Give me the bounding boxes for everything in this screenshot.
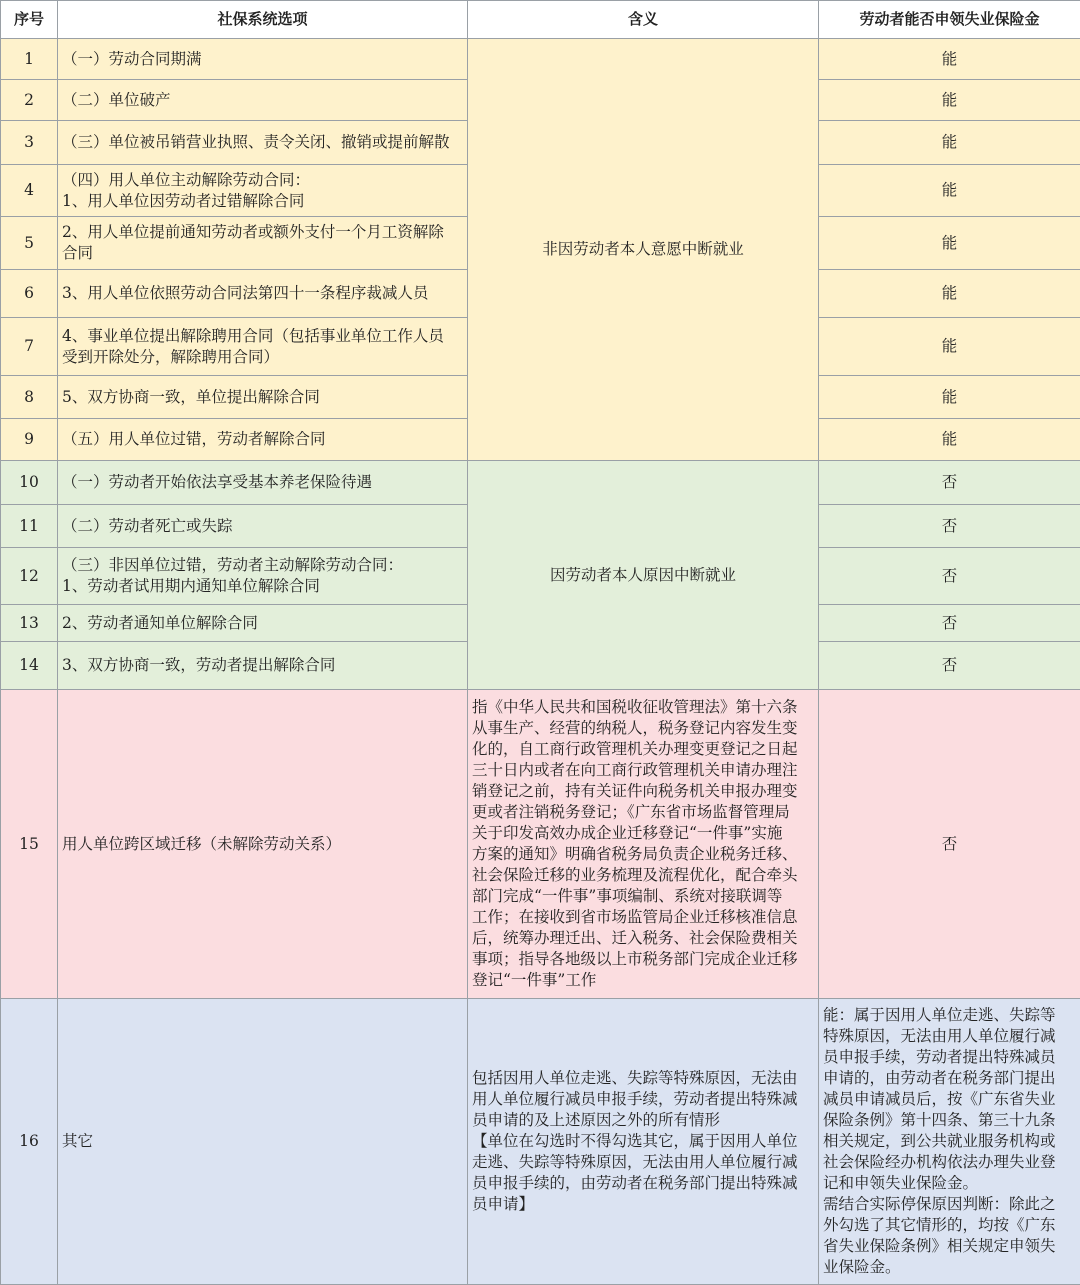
row-num: 9 (1, 419, 58, 461)
meaning-line: 走逃、失踪等特殊原因，无法由用人单位履行减 (472, 1152, 814, 1173)
row-option (58, 548, 468, 605)
meaning-line: 包括因用人单位走逃、失踪等特殊原因，无法由 (472, 1068, 814, 1089)
option-line: 2、劳动者通知单位解除合同 (62, 613, 465, 634)
option-line: 1、劳动者试用期内通知单位解除合同 (62, 576, 465, 597)
result-line: 需结合实际停保原因判断：除此之 (823, 1194, 1076, 1215)
row-option (58, 605, 468, 642)
meaning-line: 指《中华人民共和国税收征收管理法》第十六条 (472, 697, 814, 718)
row-num: 4 (1, 165, 58, 217)
option-line: （一）劳动合同期满 (62, 49, 465, 70)
result-line: 申请的，由劳动者在税务部门提出 (823, 1068, 1076, 1089)
row-num: 13 (1, 605, 58, 642)
option-line: 用人单位跨区域迁移（未解除劳动关系） (62, 834, 465, 855)
row-num: 3 (1, 121, 58, 165)
option-line: （一）劳动者开始依法享受基本养老保险待遇 (62, 472, 465, 493)
result-line: 能：属于因用人单位走逃、失踪等 (823, 1005, 1076, 1026)
meaning-line: 销登记之前，持有关证件向税务机关申报办理变 (472, 781, 814, 802)
row-result: 能 (819, 419, 1080, 461)
row-option (58, 376, 468, 419)
group-meaning-non-voluntary: 非因劳动者本人意愿中断就业 (468, 39, 819, 461)
meaning-line: 三十日内或者在向工商行政管理机关申请办理注 (472, 760, 814, 781)
meaning-line: 员申报手续的，由劳动者在税务部门提出特殊减 (472, 1173, 814, 1194)
result-line: 员申报手续，劳动者提出特殊减员 (823, 1047, 1076, 1068)
option-line: 受到开除处分，解除聘用合同） (62, 347, 465, 368)
row-num: 6 (1, 270, 58, 318)
row-result: 能 (819, 121, 1080, 165)
option-line: 合同 (62, 243, 465, 264)
row-option (58, 39, 468, 80)
row-result: 否 (819, 548, 1080, 605)
row-option (58, 999, 468, 1285)
row-result: 能 (819, 270, 1080, 318)
option-line: （四）用人单位主动解除劳动合同： (62, 170, 465, 191)
meaning-line: 关于印发高效办成企业迁移登记“一件事”实施 (472, 823, 814, 844)
meaning-line: 化的，自工商行政管理机关办理变更登记之日起 (472, 739, 814, 760)
row-option (58, 270, 468, 318)
row-option (58, 318, 468, 376)
result-line: 业保险金。 (823, 1257, 1076, 1278)
meaning-line: 员申请】 (472, 1194, 814, 1215)
table-row (1, 39, 1080, 80)
result-line: 记和申领失业保险金。 (823, 1173, 1076, 1194)
row-meaning (468, 999, 819, 1285)
meaning-line: 【单位在勾选时不得勾选其它，属于因用人单位 (472, 1131, 814, 1152)
table-row (1, 999, 1080, 1285)
row-option (58, 505, 468, 548)
row-result: 能 (819, 39, 1080, 80)
row-result: 能 (819, 165, 1080, 217)
row-result: 否 (819, 461, 1080, 505)
row-result: 能 (819, 80, 1080, 121)
header-eligible: 劳动者能否申领失业保险金 (819, 1, 1080, 39)
row-result: 否 (819, 605, 1080, 642)
meaning-line: 登记“一件事”工作 (472, 970, 814, 991)
option-line: （五）用人单位过错，劳动者解除合同 (62, 429, 465, 450)
row-result-detail (819, 999, 1080, 1285)
row-num: 12 (1, 548, 58, 605)
row-num: 14 (1, 642, 58, 690)
result-line: 减员申请减员后，按《广东省失业 (823, 1089, 1076, 1110)
row-option (58, 217, 468, 270)
meaning-line: 事项；指导各地级以上市税务部门完成企业迁移 (472, 949, 814, 970)
row-option (58, 121, 468, 165)
row-result: 能 (819, 376, 1080, 419)
row-num: 10 (1, 461, 58, 505)
result-line: 特殊原因，无法由用人单位履行减 (823, 1026, 1076, 1047)
row-num: 16 (1, 999, 58, 1285)
row-option (58, 165, 468, 217)
option-line: 4、事业单位提出解除聘用合同（包括事业单位工作人员 (62, 326, 465, 347)
option-line: （三）单位被吊销营业执照、责令关闭、撤销或提前解散 (62, 132, 465, 153)
row-option (58, 642, 468, 690)
option-line: 其它 (62, 1131, 465, 1152)
row-num: 7 (1, 318, 58, 376)
row-option (58, 690, 468, 999)
row-meaning (468, 690, 819, 999)
option-line: 3、用人单位依照劳动合同法第四十一条程序裁减人员 (62, 283, 465, 304)
option-line: 1、用人单位因劳动者过错解除合同 (62, 191, 465, 212)
header-num: 序号 (1, 1, 58, 39)
group-meaning-voluntary: 因劳动者本人原因中断就业 (468, 461, 819, 690)
row-num: 15 (1, 690, 58, 999)
header-row (1, 1, 1080, 39)
meaning-line: 部门完成“一件事”事项编制、系统对接联调等 (472, 886, 814, 907)
result-line: 省失业保险条例》相关规定申领失 (823, 1236, 1076, 1257)
row-num: 5 (1, 217, 58, 270)
meaning-line: 方案的通知》明确省税务局负责企业税务迁移、 (472, 844, 814, 865)
header-option: 社保系统选项 (58, 1, 468, 39)
option-line: （二）劳动者死亡或失踪 (62, 516, 465, 537)
row-result: 能 (819, 217, 1080, 270)
result-line: 外勾选了其它情形的，均按《广东 (823, 1215, 1076, 1236)
row-result: 否 (819, 505, 1080, 548)
meaning-line: 员申请的及上述原因之外的所有情形 (472, 1110, 814, 1131)
row-result: 否 (819, 690, 1080, 999)
row-result: 能 (819, 318, 1080, 376)
result-line: 相关规定，到公共就业服务机构或 (823, 1131, 1076, 1152)
option-line: 3、双方协商一致，劳动者提出解除合同 (62, 655, 465, 676)
row-option (58, 80, 468, 121)
row-option (58, 419, 468, 461)
row-num: 2 (1, 80, 58, 121)
meaning-line: 从事生产、经营的纳税人，税务登记内容发生变 (472, 718, 814, 739)
table-row (1, 461, 1080, 505)
row-option (58, 461, 468, 505)
meaning-line: 社会保险迁移的业务梳理及流程优化，配合牵头 (472, 865, 814, 886)
result-line: 保险条例》第十四条、第三十九条 (823, 1110, 1076, 1131)
meaning-line: 后，统筹办理迁出、迁入税务、社会保险费相关 (472, 928, 814, 949)
row-num: 8 (1, 376, 58, 419)
option-line: 2、用人单位提前通知劳动者或额外支付一个月工资解除 (62, 222, 465, 243)
meaning-line: 用人单位履行减员申报手续，劳动者提出特殊减 (472, 1089, 814, 1110)
result-line: 社会保险经办机构依法办理失业登 (823, 1152, 1076, 1173)
meaning-line: 更或者注销税务登记；《广东省市场监督管理局 (472, 802, 814, 823)
option-line: （二）单位破产 (62, 90, 465, 111)
option-line: （三）非因单位过错，劳动者主动解除劳动合同： (62, 555, 465, 576)
option-line: 5、双方协商一致，单位提出解除合同 (62, 387, 465, 408)
row-num: 1 (1, 39, 58, 80)
meaning-line: 工作；在接收到省市场监管局企业迁移核准信息 (472, 907, 814, 928)
header-meaning: 含义 (468, 1, 819, 39)
table-row (1, 690, 1080, 999)
row-num: 11 (1, 505, 58, 548)
row-result: 否 (819, 642, 1080, 690)
